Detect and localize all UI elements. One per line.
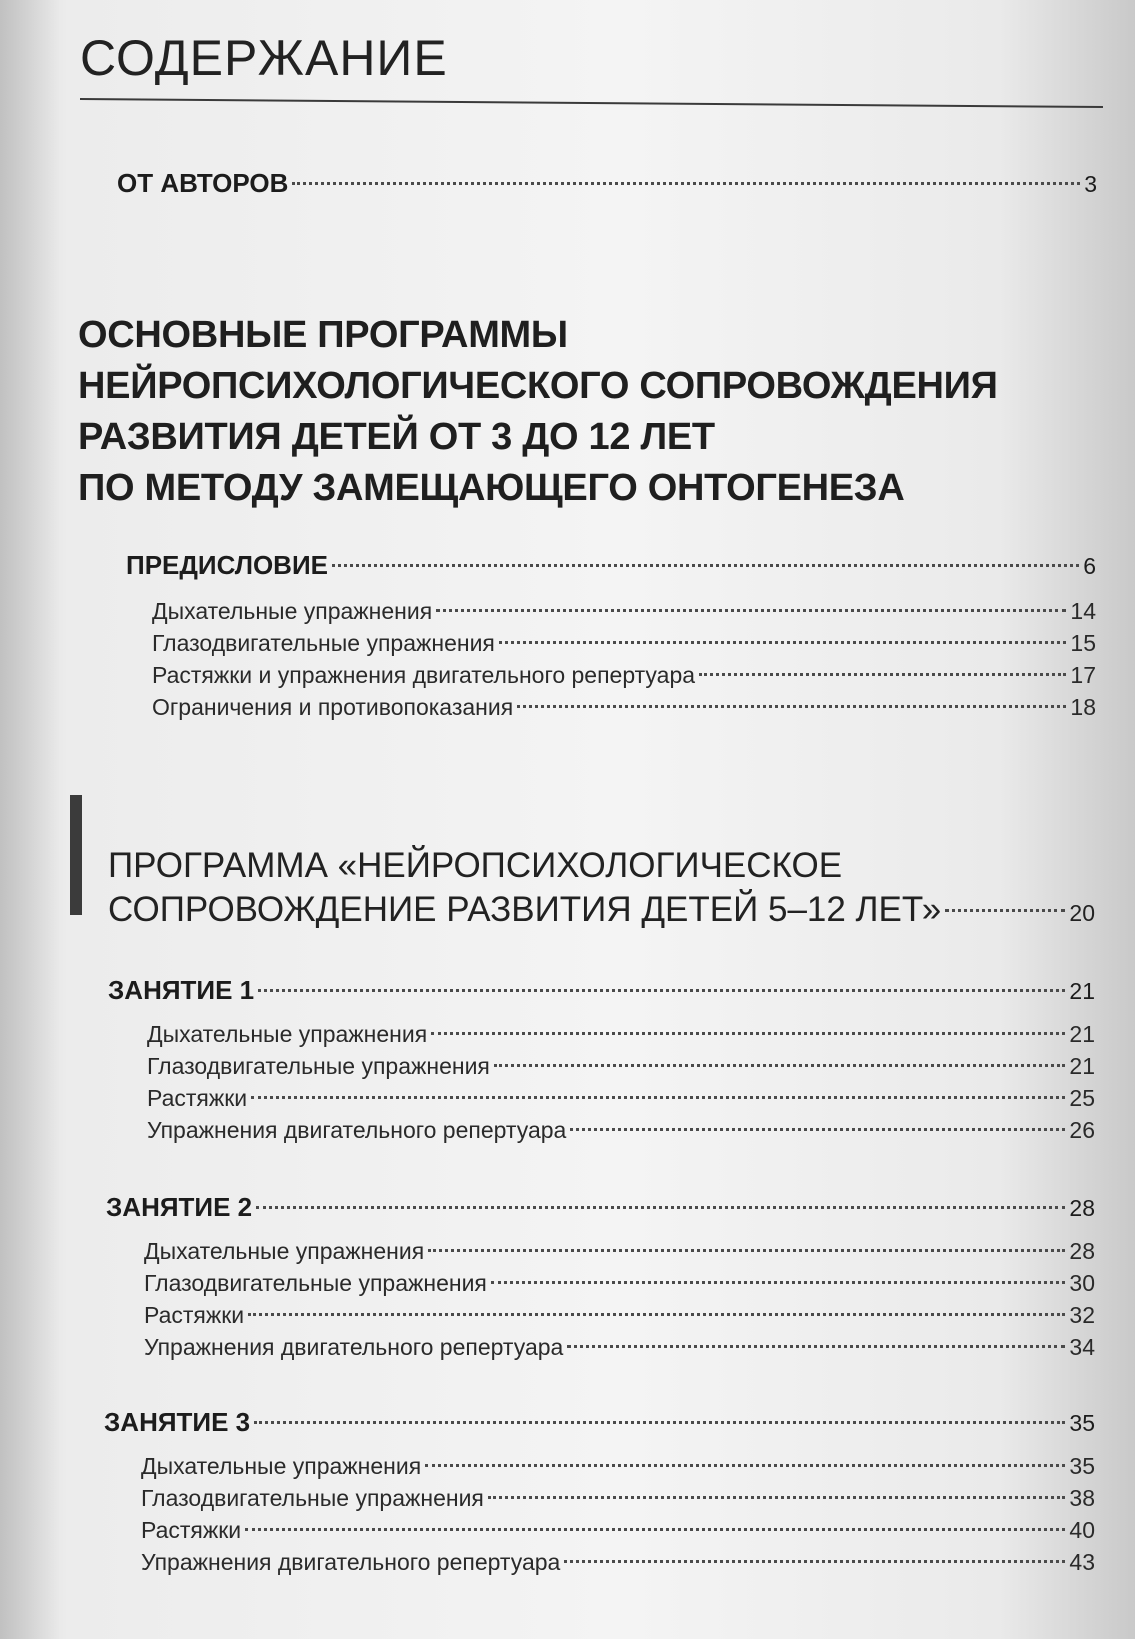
- page-crease-shadow: [0, 0, 60, 1639]
- toc-entry-page: 17: [1070, 662, 1096, 688]
- page-title: СОДЕРЖАНИЕ: [80, 30, 448, 86]
- dot-leader: [570, 1128, 1065, 1131]
- toc-entry-page: 20: [1069, 900, 1095, 926]
- toc-subentry[interactable]: [144, 1302, 1095, 1329]
- toc-entry-label: ЗАНЯТИЕ 2: [106, 1192, 253, 1222]
- toc-entry-page: 25: [1069, 1085, 1095, 1111]
- dot-leader: [431, 1032, 1065, 1035]
- toc-subentry[interactable]: [147, 1085, 1095, 1112]
- toc-entry-lesson-2[interactable]: [106, 1192, 1095, 1223]
- toc-entry-page: 21: [1069, 978, 1095, 1004]
- toc-entry-page: 32: [1069, 1302, 1095, 1328]
- toc-entry-page: 35: [1069, 1453, 1095, 1479]
- toc-entry-page: 21: [1069, 1021, 1095, 1047]
- toc-entry-page: 21: [1069, 1053, 1095, 1079]
- toc-entry-label: Упражнения двигательного репертуара: [144, 1334, 564, 1360]
- dot-leader: [248, 1313, 1065, 1316]
- toc-subentry[interactable]: [141, 1517, 1095, 1544]
- section-marker-bar: [70, 795, 82, 915]
- dot-leader: [436, 609, 1066, 612]
- dot-leader: [254, 1421, 1065, 1424]
- main-programs-line: РАЗВИТИЯ ДЕТЕЙ ОТ 3 ДО 12 ЛЕТ: [78, 416, 715, 458]
- dot-leader: [494, 1064, 1066, 1067]
- toc-entry-label: Глазодвигательные упражнения: [141, 1485, 484, 1511]
- toc-subentry[interactable]: [141, 1485, 1095, 1512]
- dot-leader: [258, 989, 1065, 992]
- toc-entry-label: Глазодвигательные упражнения: [147, 1053, 490, 1079]
- toc-entry-page: 6: [1083, 553, 1096, 579]
- toc-entry-label: ЗАНЯТИЕ 3: [104, 1407, 251, 1437]
- dot-leader: [488, 1496, 1066, 1499]
- toc-subentry[interactable]: [152, 630, 1096, 657]
- toc-entry-label: ОТ АВТОРОВ: [117, 168, 289, 198]
- dot-leader: [256, 1206, 1065, 1209]
- toc-entry-label: Глазодвигательные упражнения: [152, 630, 495, 656]
- toc-subentry[interactable]: [144, 1238, 1095, 1265]
- dot-leader: [425, 1464, 1065, 1467]
- toc-subentry[interactable]: [152, 694, 1096, 721]
- toc-subentry[interactable]: [141, 1453, 1095, 1480]
- dot-leader: [499, 641, 1067, 644]
- title-rule: [80, 98, 1103, 108]
- toc-entry-page: 14: [1070, 598, 1096, 624]
- main-programs-line: ОСНОВНЫЕ ПРОГРАММЫ: [78, 314, 568, 356]
- toc-entry-label: Дыхательные упражнения: [152, 598, 433, 624]
- toc-subentry[interactable]: [152, 598, 1096, 625]
- toc-entry-page: 40: [1069, 1517, 1095, 1543]
- toc-entry-page: 28: [1069, 1238, 1095, 1264]
- toc-entry-page: 26: [1069, 1117, 1095, 1143]
- toc-entry-label: ЗАНЯТИЕ 1: [108, 975, 255, 1005]
- main-programs-line: НЕЙРОПСИХОЛОГИЧЕСКОГО СОПРОВОЖДЕНИЯ: [78, 365, 998, 407]
- toc-subentry[interactable]: [147, 1117, 1095, 1144]
- dot-leader: [251, 1096, 1065, 1099]
- toc-subentry[interactable]: [144, 1334, 1095, 1361]
- toc-subentry[interactable]: [147, 1053, 1095, 1080]
- toc-entry-page: 18: [1070, 694, 1096, 720]
- toc-entry-page: 28: [1069, 1195, 1095, 1221]
- toc-entry-page: 3: [1084, 171, 1097, 197]
- toc-entry-page: 15: [1070, 630, 1096, 656]
- toc-entry-label: Дыхательные упражнения: [147, 1021, 428, 1047]
- toc-entry-preface[interactable]: [126, 550, 1096, 581]
- toc-subentry[interactable]: [152, 662, 1096, 689]
- dot-leader: [945, 909, 1065, 912]
- toc-entry-lesson-3[interactable]: [104, 1407, 1095, 1438]
- dot-leader: [517, 705, 1066, 708]
- toc-entry-label: Дыхательные упражнения: [144, 1238, 425, 1264]
- toc-entry-page: 34: [1069, 1334, 1095, 1360]
- dot-leader: [292, 182, 1080, 185]
- toc-entry-label: Растяжки: [141, 1517, 242, 1543]
- toc-entry-lesson-1[interactable]: [108, 975, 1095, 1006]
- toc-entry-label: Глазодвигательные упражнения: [144, 1270, 487, 1296]
- toc-entry-label: Упражнения двигательного репертуара: [147, 1117, 567, 1143]
- dot-leader: [699, 673, 1066, 676]
- toc-entry-label: Растяжки: [147, 1085, 248, 1111]
- toc-subentry[interactable]: [144, 1270, 1095, 1297]
- toc-entry-program[interactable]: [108, 890, 1095, 930]
- toc-entry-label: Упражнения двигательного репертуара: [141, 1549, 561, 1575]
- toc-entry-page: 43: [1069, 1549, 1095, 1575]
- toc-subentry[interactable]: [147, 1021, 1095, 1048]
- dot-leader: [428, 1249, 1065, 1252]
- program-title-line: ПРОГРАММА «НЕЙРОПСИХОЛОГИЧЕСКОЕ: [108, 846, 843, 885]
- main-programs-line: ПО МЕТОДУ ЗАМЕЩАЮЩЕГО ОНТОГЕНЕЗА: [78, 467, 905, 509]
- toc-entry-label: Растяжки и упражнения двигательного репертуара: [152, 662, 696, 688]
- toc-entry-page: 30: [1069, 1270, 1095, 1296]
- program-title-line: СОПРОВОЖДЕНИЕ РАЗВИТИЯ ДЕТЕЙ 5–12 ЛЕТ»: [108, 890, 942, 929]
- dot-leader: [332, 564, 1079, 567]
- dot-leader: [245, 1528, 1065, 1531]
- toc-subentry[interactable]: [141, 1549, 1095, 1576]
- toc-entry-from-authors[interactable]: [117, 168, 1097, 199]
- dot-leader: [564, 1560, 1065, 1563]
- toc-entry-label: ПРЕДИСЛОВИЕ: [126, 550, 328, 580]
- toc-entry-page: 38: [1069, 1485, 1095, 1511]
- toc-entry-label: Дыхательные упражнения: [141, 1453, 422, 1479]
- toc-entry-label: Ограничения и противопоказания: [152, 694, 514, 720]
- main-programs-heading: [78, 310, 998, 514]
- toc-entry-label: Растяжки: [144, 1302, 245, 1328]
- dot-leader: [491, 1281, 1066, 1284]
- dot-leader: [567, 1345, 1065, 1348]
- toc-entry-page: 35: [1069, 1410, 1095, 1436]
